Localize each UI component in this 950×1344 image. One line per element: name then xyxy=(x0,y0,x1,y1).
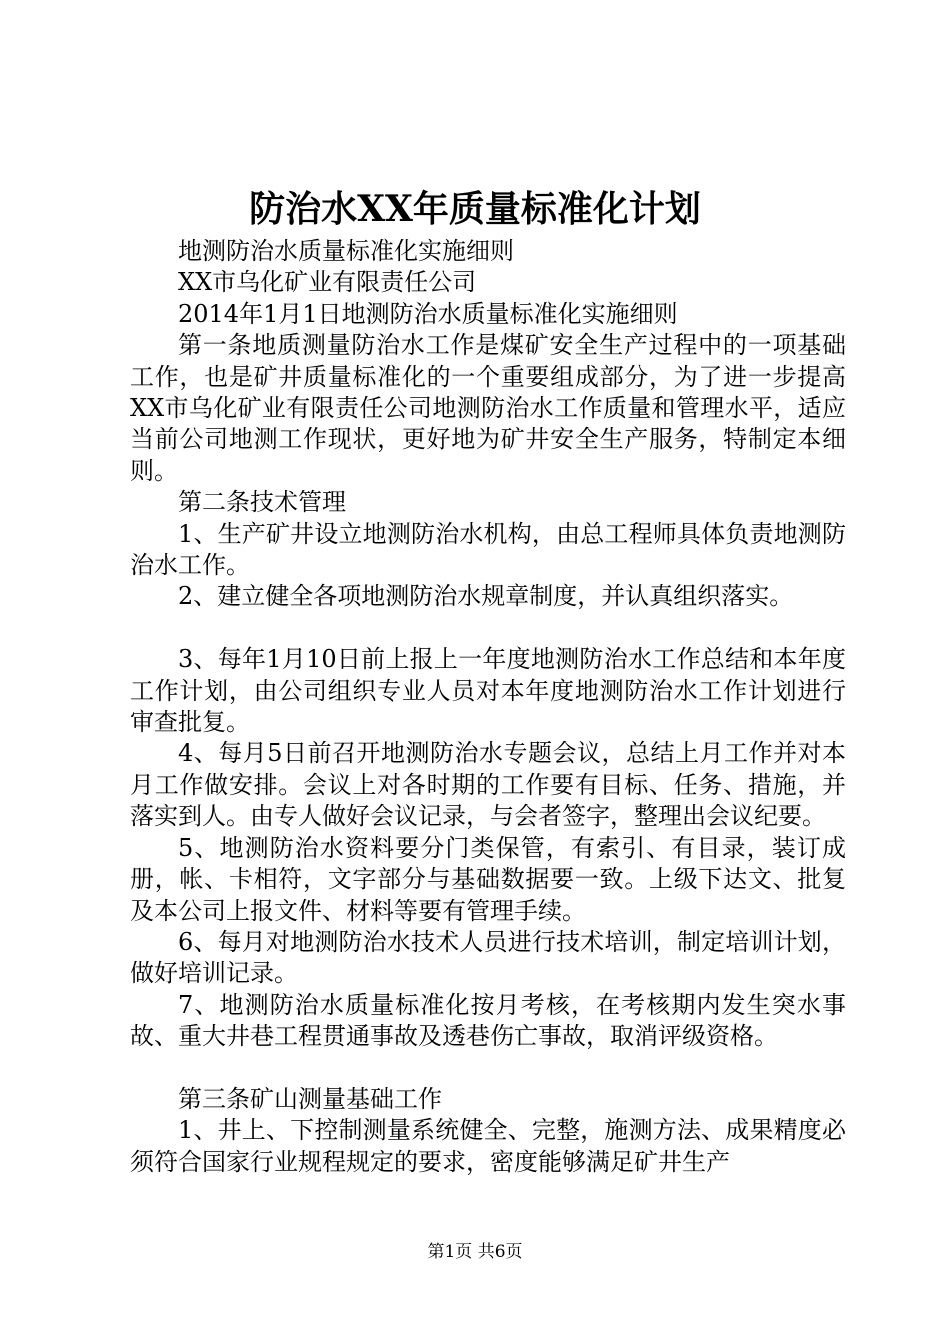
paragraph-article-1: 第一条地质测量防治水工作是煤矿安全生产过程中的一项基础工作，也是矿井质量标准化的一个重要组成部分，为了进一步提高XX市乌化矿业有限责任公司地测防治水工作质量和管理水平，适应当前公司地测工作现状，更好地为矿井安全生产服务，特制定本细则。 xyxy=(130,331,846,485)
paragraph-item-1: 1、生产矿井设立地测防治水机构，由总工程师具体负责地测防治水工作。 xyxy=(130,519,846,580)
paragraph-subtitle: 地测防治水质量标准化实施细则 xyxy=(178,237,514,265)
paragraph-item-4: 4、每月5日前召开地测防治水专题会议，总结上月工作并对本月工作做安排。会议上对各时期的工作要有目标、任务、措施，并落实到人。由专人做好会议记录，与会者签字，整理出会议纪要。 xyxy=(130,739,846,831)
paragraph-date-heading: 2014年1月1日地测防治水质量标准化实施细则 xyxy=(178,299,678,328)
paragraph-article-3-heading: 第三条矿山测量基础工作 xyxy=(178,1084,442,1113)
paragraph-item-5: 5、地测防治水资料要分门类保管，有索引、有目录，装订成册，帐、卡相符，文字部分与基础数据要一致。上级下达文、批复及本公司上报文件、材料等要有管理手续。 xyxy=(130,833,846,925)
document-title: 防治水XX年质量标准化计划 xyxy=(249,188,701,230)
paragraph-item-3: 3、每年1月10日前上报上一年度地测防治水工作总结和本年度工作计划，由公司组织专业人员对本年度地测防治水工作计划进行审查批复。 xyxy=(130,645,846,737)
paragraph-item-2: 2、建立健全各项地测防治水规章制度，并认真组织落实。 xyxy=(178,582,794,611)
document-body xyxy=(130,236,846,1178)
paragraph-company: XX市乌化矿业有限责任公司 xyxy=(178,268,477,297)
paragraph-item-6: 6、每月对地测防治水技术人员进行技术培训，制定培训计划，做好培训记录。 xyxy=(130,927,846,988)
paragraph-gap xyxy=(130,1053,846,1084)
paragraph-gap xyxy=(130,613,846,644)
paragraph-article-2-heading: 第二条技术管理 xyxy=(178,488,346,517)
page-footer: 第1页 共6页 xyxy=(427,1242,523,1262)
paragraph-item-7: 7、地测防治水质量标准化按月考核，在考核期内发生突水事故、重大井巷工程贯通事故及透巷伤亡事故，取消评级资格。 xyxy=(130,990,846,1051)
paragraph-article-3-item-1: 1、井上、下控制测量系统健全、完整，施测方法、成果精度必须符合国家行业规程规定的要求，密度能够满足矿井生产 xyxy=(130,1116,846,1176)
